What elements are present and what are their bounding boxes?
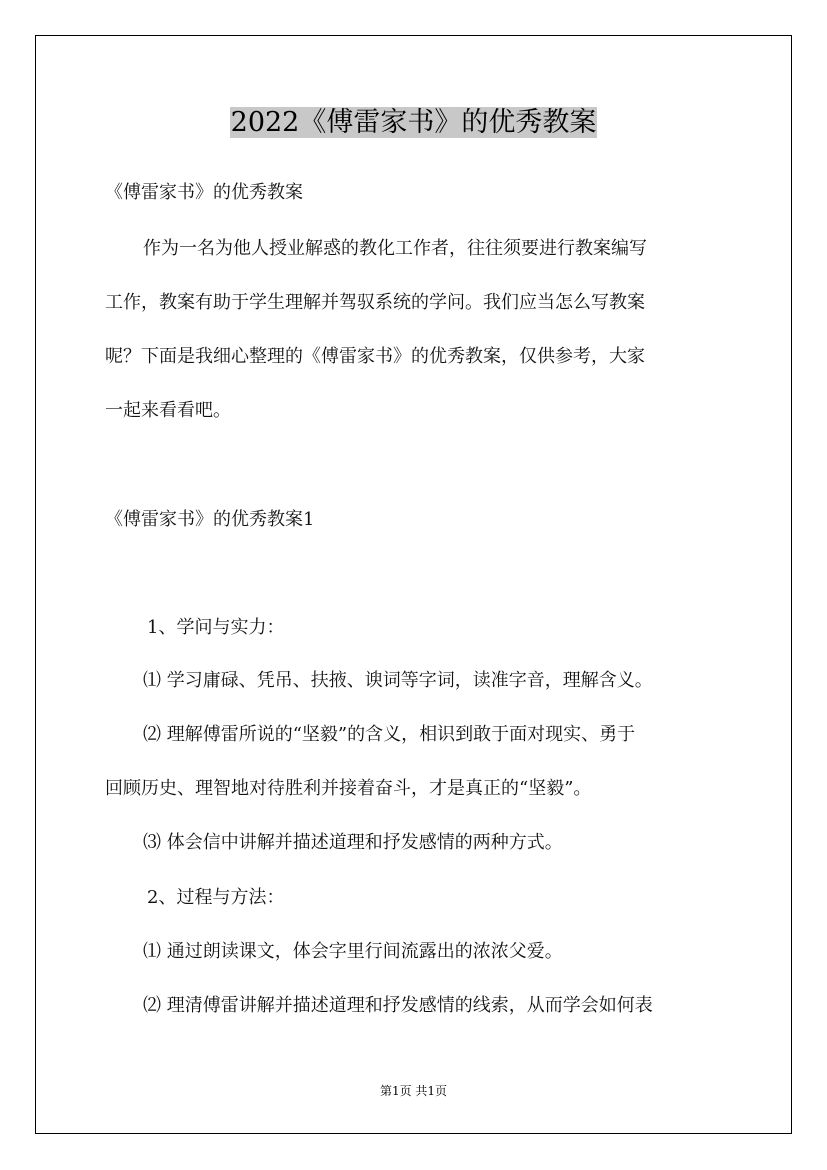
body-line-8: ⑵ 理清傅雷讲解并描述道理和抒发感情的线索，从而学会如何表 xyxy=(143,995,653,1016)
document-title xyxy=(0,103,827,143)
page-footer: 第1页 共1页 xyxy=(379,1084,448,1098)
document-subtitle: 《傅雷家书》的优秀教案 xyxy=(105,182,303,203)
intro-line-3: 呢？下面是我细心整理的《傅雷家书》的优秀教案，仅供参考，大家 xyxy=(105,346,645,367)
document-title-text: 2022《傅雷家书》的优秀教案 xyxy=(230,107,597,138)
body-line-4: 回顾历史、理智地对待胜利并接着奋斗，才是真正的“坚毅”。 xyxy=(105,778,592,799)
intro-line-2: 工作，教案有助于学生理解并驾驭系统的学问。我们应当怎么写教案 xyxy=(105,292,645,313)
body-line-5: ⑶ 体会信中讲解并描述道理和抒发感情的两种方式。 xyxy=(143,832,563,853)
body-line-7: ⑴ 通过朗读课文，体会字里行间流露出的浓浓父爱。 xyxy=(143,941,563,962)
section-heading: 《傅雷家书》的优秀教案1 xyxy=(105,509,315,530)
body-line-1: 1、学问与实力： xyxy=(147,617,285,638)
body-line-6: 2、过程与方法： xyxy=(147,887,285,908)
intro-line-1: 作为一名为他人授业解惑的教化工作者，往往须要进行教案编写 xyxy=(143,238,647,259)
body-line-3: ⑵ 理解傅雷所说的“坚毅”的含义，相识到敢于面对现实、勇于 xyxy=(143,724,636,745)
intro-line-4: 一起来看看吧。 xyxy=(105,400,231,421)
body-line-2: ⑴ 学习庸碌、凭吊、扶掖、谀词等字词，读准字音，理解含义。 xyxy=(143,670,653,691)
